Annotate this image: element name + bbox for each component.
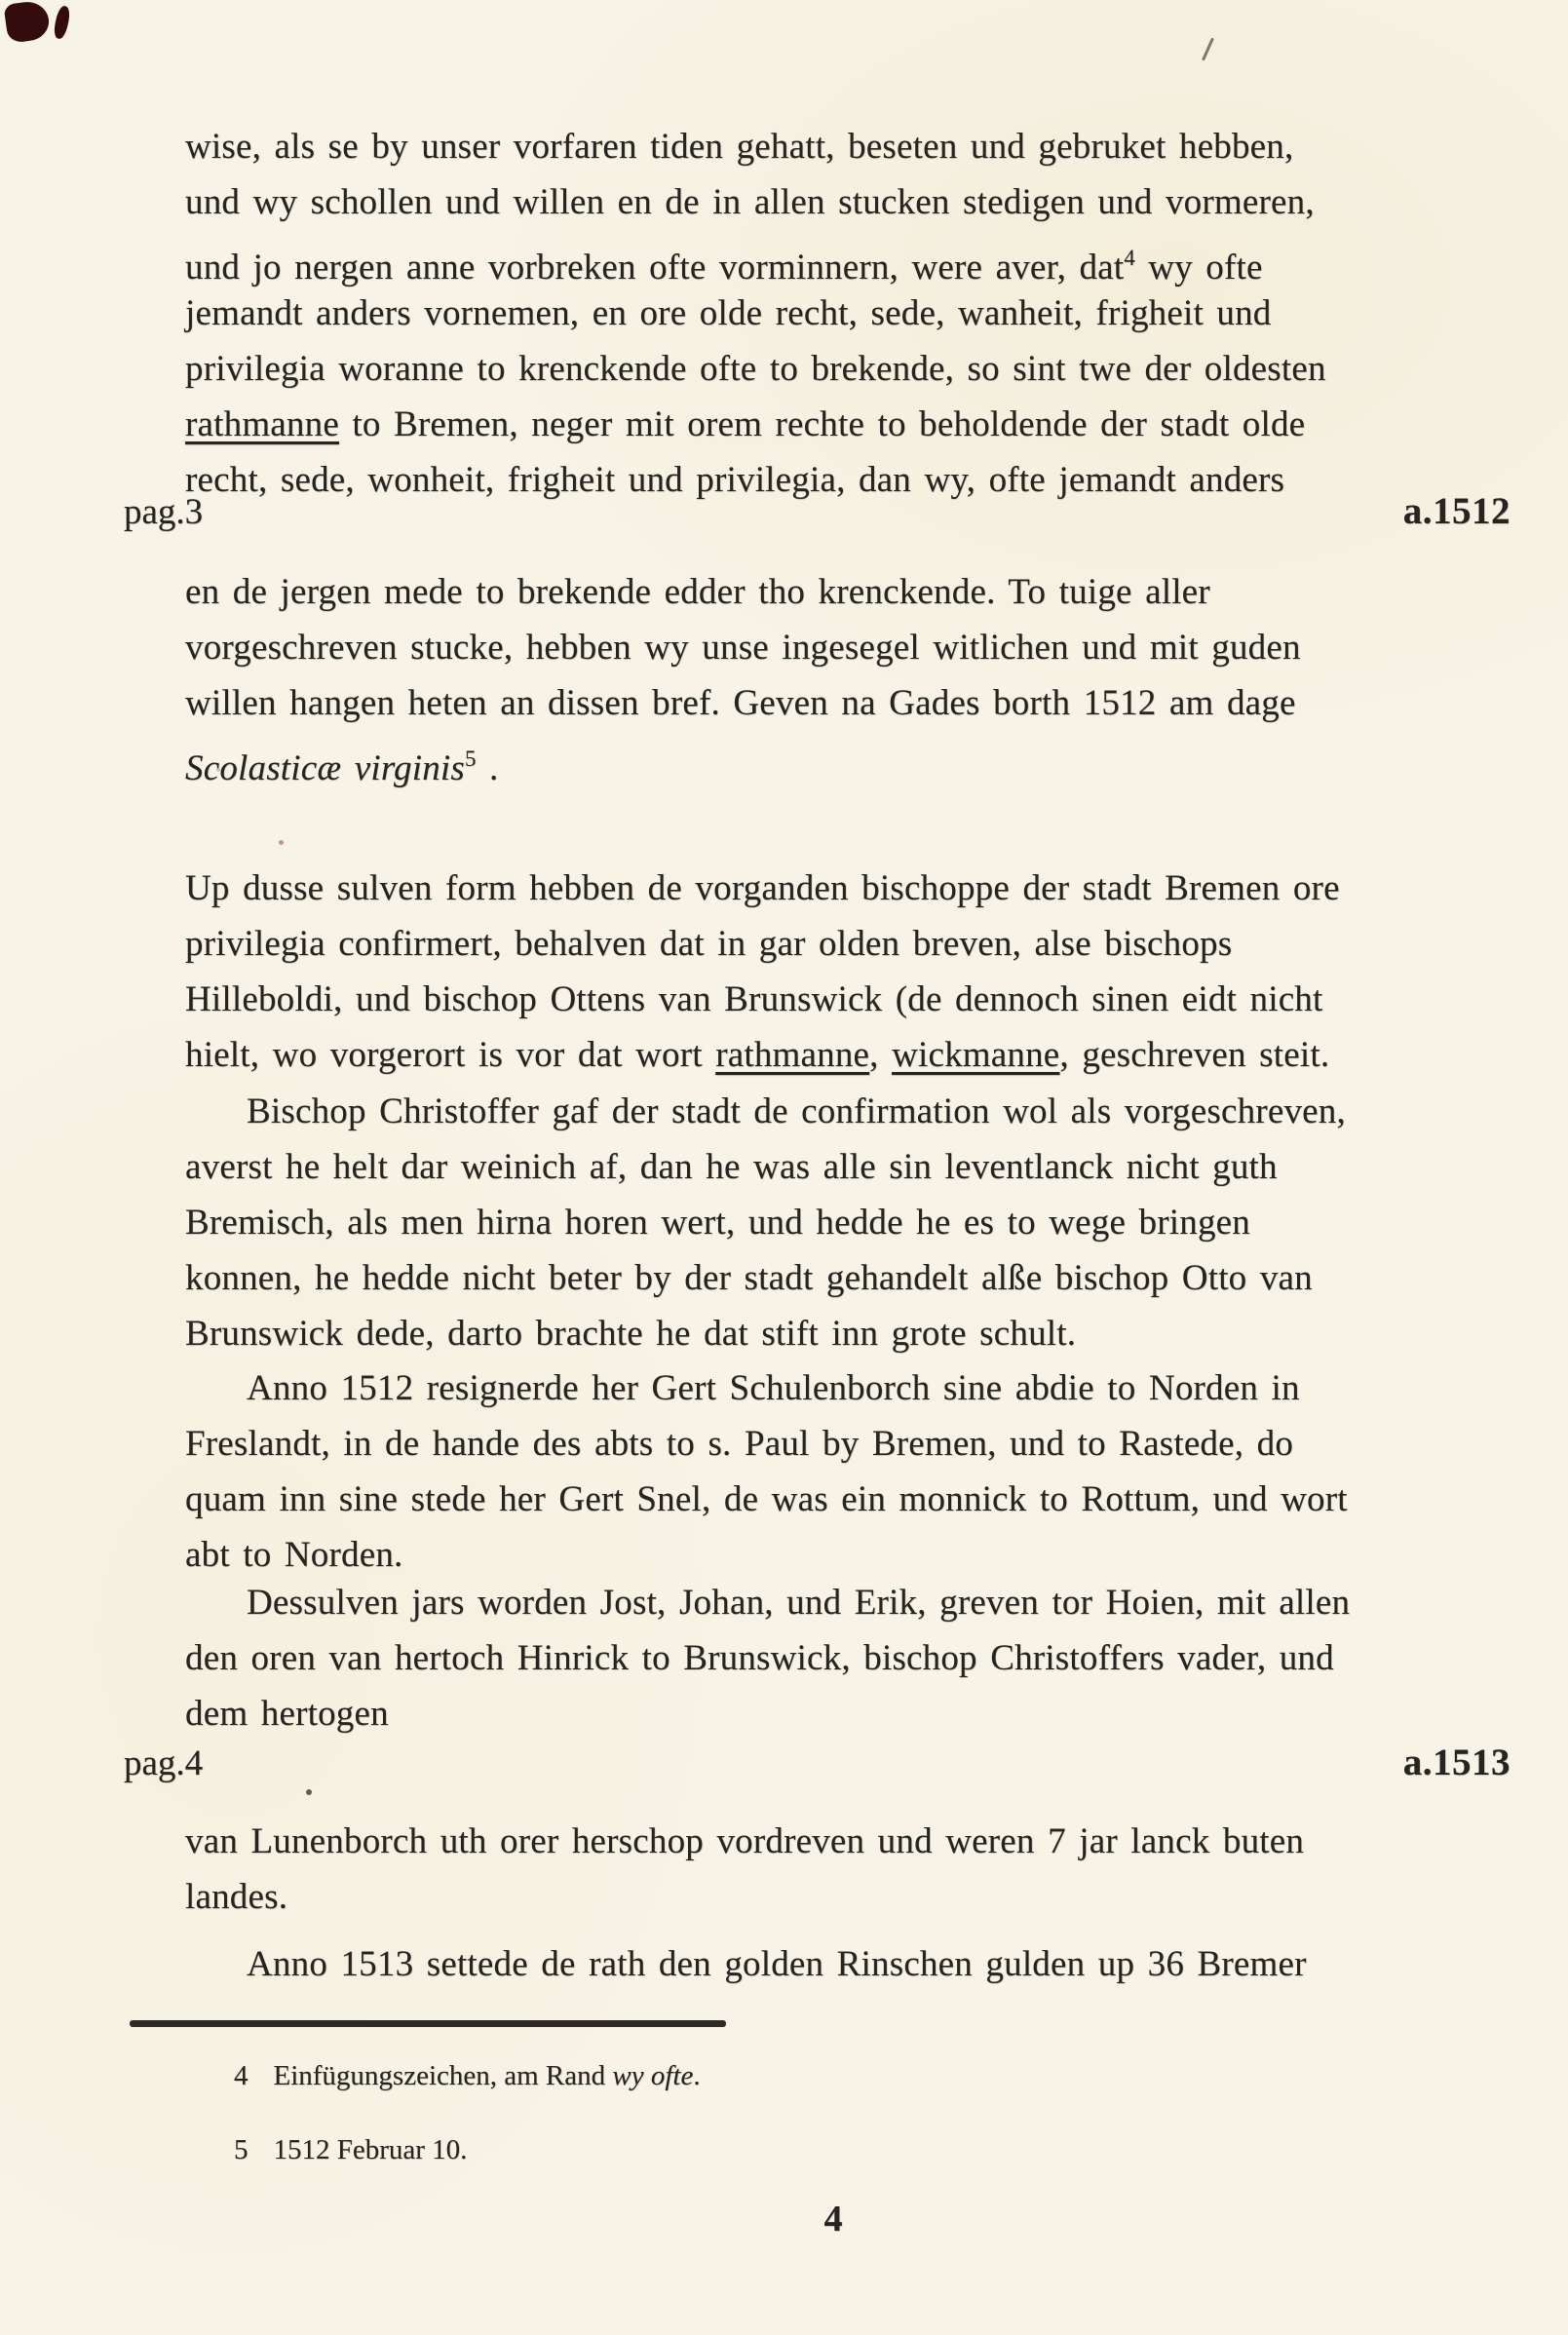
text-segment: .: [476, 748, 499, 788]
text-line: [185, 731, 1462, 786]
text-segment: Dessulven jars worden Jost, Johan, und Erik, greven tor Hoien, mit allen: [247, 1583, 1351, 1623]
text-line: [185, 564, 1462, 620]
text-line: [185, 397, 1462, 452]
pag-label: pag.4: [124, 1743, 204, 1783]
text-segment: to Bremen, neger mit orem rechte to beholdende der stadt olde: [338, 404, 1306, 444]
text-line: [185, 1139, 1462, 1195]
footnote-rule: [130, 2020, 726, 2027]
text-segment: van Lunenborch uth orer herschop vordreven und weren 7 jar lanck buten: [185, 1821, 1305, 1861]
text-segment: Anno 1512 resignerde her Gert Schulenborch sine abdie to Norden in: [247, 1368, 1300, 1408]
text-line: [185, 1306, 1462, 1361]
text-segment: Bremisch, als men hirna horen wert, und hedde he es to wege bringen: [185, 1203, 1250, 1243]
text-line: [185, 1416, 1462, 1472]
text-line: [185, 341, 1462, 397]
text-segment: en de jergen mede to brekende edder tho krenckende. To tuige aller: [185, 572, 1210, 612]
scan-speck: [279, 840, 284, 845]
text-segment: ,: [869, 1035, 893, 1075]
text-line: [185, 1195, 1462, 1250]
page-number: 4: [823, 2199, 843, 2239]
scan-corner-mark: [3, 0, 51, 44]
text-line: [185, 1027, 1462, 1083]
pag-label: pag.3: [124, 492, 204, 532]
text-line: [185, 1869, 1462, 1925]
text-segment: Brunswick dede, darto brachte he dat stift inn grote schult.: [185, 1314, 1077, 1354]
text-segment: privilegia woranne to krenckende ofte to brekende, so sint twe der oldesten: [185, 349, 1326, 389]
text-segment: Anno 1513 settede de rath den golden Rinschen gulden up 36 Bremer: [247, 1944, 1307, 1984]
text-segment: rathmanne: [185, 404, 339, 444]
text-line: [185, 1250, 1462, 1306]
text-segment: recht, sede, wonheit, frigheit und privilegia, dan wy, ofte jemandt anders: [185, 460, 1285, 500]
footnote-number: 4: [234, 2060, 249, 2091]
year-label: a.1513: [1402, 1742, 1511, 1783]
page-year-marker: [124, 489, 1511, 545]
text-line: [185, 861, 1462, 916]
footnote-text: [274, 2130, 468, 2169]
text-line: [185, 1814, 1462, 1869]
text-segment: Up dusse sulven form hebben de vorganden bischoppe der stadt Bremen ore: [185, 868, 1340, 908]
body-paragraph: [185, 1575, 1462, 1742]
text-line: [185, 1472, 1462, 1527]
body-paragraph: [185, 1360, 1462, 1583]
text-segment: Freslandt, in de hande des abts to s. Paul by Bremen, und to Rastede, do: [185, 1424, 1294, 1464]
text-segment: privilegia confirmert, behalven dat in gar olden breven, alse bischops: [185, 924, 1233, 964]
text-line: [185, 916, 1462, 972]
text-segment: willen hangen heten an dissen bref. Geven na Gades borth 1512 am dage: [185, 683, 1296, 723]
text-segment: , geschreven steit.: [1059, 1035, 1330, 1075]
text-line: [185, 1630, 1462, 1686]
text-line: [185, 286, 1462, 341]
text-segment: Einfügungszeichen, am Rand: [273, 2060, 613, 2091]
text-line: [185, 230, 1462, 286]
scan-corner-mark: [53, 5, 72, 40]
text-segment: averst he helt dar weinich af, dan he was alle sin leventlanck nicht guth: [185, 1147, 1278, 1187]
footnote: [234, 2056, 701, 2095]
text-segment: Hilleboldi, und bischop Ottens van Brunswick (de dennoch sinen eidt nicht: [185, 979, 1323, 1019]
text-segment: wise, als se by unser vorfaren tiden gehatt, beseten und gebruket hebben,: [185, 127, 1294, 167]
body-paragraph: [185, 1084, 1462, 1361]
body-paragraph: [185, 1814, 1462, 1925]
text-segment: und wy schollen und willen en de in allen stucken stedigen und vormeren,: [185, 182, 1315, 222]
scan-scratch-mark: [1202, 37, 1214, 60]
footnote-number: 5: [234, 2134, 249, 2165]
page-year-marker: [124, 1741, 1511, 1796]
text-line: [185, 1936, 1462, 1992]
text-segment: wy ofte: [612, 2060, 694, 2091]
text-segment: vorgeschreven stucke, hebben wy unse ingesegel witlichen und mit guden: [185, 628, 1301, 668]
text-segment: und jo nergen anne vorbreken ofte vorminnern, were aver, dat: [185, 248, 1125, 287]
body-paragraph: [185, 564, 1462, 786]
text-segment: konnen, he hedde nicht beter by der stadt gehandelt alße bischop Otto van: [185, 1258, 1313, 1298]
text-line: [185, 972, 1462, 1027]
text-segment: landes.: [185, 1877, 288, 1917]
body-paragraph: [185, 1936, 1462, 1992]
text-segment: Bischop Christoffer gaf der stadt de confirmation wol als vorgeschreven,: [247, 1091, 1346, 1131]
text-segment: quam inn sine stede her Gert Snel, de was ein monnick to Rottum, und wort: [185, 1479, 1348, 1519]
footnote-reference: 4: [1124, 246, 1135, 270]
footnote: [234, 2130, 467, 2169]
text-line: [185, 119, 1462, 174]
year-label: a.1512: [1402, 490, 1511, 532]
footnote-text: [274, 2056, 701, 2095]
text-line: [185, 1084, 1462, 1139]
body-paragraph: [185, 861, 1462, 1083]
text-segment: wy ofte: [1134, 248, 1263, 287]
text-segment: wickmanne: [892, 1035, 1060, 1075]
text-line: [185, 174, 1462, 230]
text-line: [185, 675, 1462, 731]
text-line: [185, 1360, 1462, 1416]
text-segment: 1512 Februar 10.: [273, 2134, 468, 2165]
text-segment: hielt, wo vorgerort is vor dat wort: [185, 1035, 716, 1075]
text-line: [185, 1575, 1462, 1630]
text-segment: Scolasticæ virginis: [185, 748, 465, 788]
text-segment: rathmanne: [715, 1035, 870, 1075]
body-paragraph: [185, 119, 1462, 508]
footnote-reference: 5: [465, 746, 477, 771]
text-line: [185, 1686, 1462, 1742]
text-segment: dem hertogen: [185, 1694, 389, 1734]
text-segment: abt to Norden.: [185, 1535, 403, 1575]
text-segment: den oren van hertoch Hinrick to Brunswick, bischop Christoffers vader, und: [185, 1638, 1334, 1678]
text-segment: .: [693, 2060, 701, 2091]
text-line: [185, 620, 1462, 675]
text-segment: jemandt anders vornemen, en ore olde recht, sede, wanheit, frigheit und: [185, 293, 1272, 333]
